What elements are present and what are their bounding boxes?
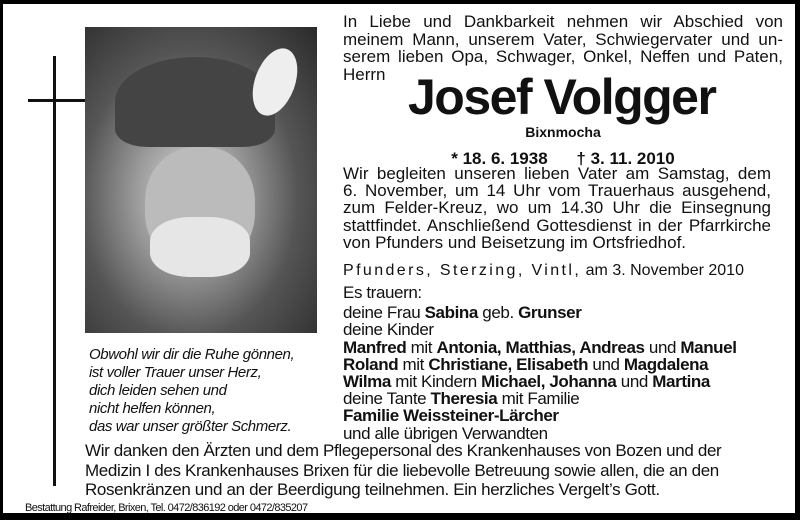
quote-line: nicht helfen können, — [89, 400, 216, 417]
mourner-text: und — [588, 354, 624, 374]
mourner-text: mit — [398, 354, 429, 374]
mourner-text: und — [644, 337, 681, 357]
place-towns: Pfunders, Sterzing, Vintl, — [343, 262, 582, 279]
mourner-name: Familie Weissteiner-Lärcher — [343, 406, 559, 426]
cross-icon — [53, 56, 56, 486]
mourner-name: Christiane, Elisabeth — [428, 354, 589, 374]
cross-icon-bar — [28, 99, 85, 102]
funeral-line: von Pfunders und Beisetzung im Ortsfriedhof. — [343, 232, 687, 252]
mourner-line — [343, 390, 737, 407]
birth-date: * 18. 6. 1938 — [451, 149, 548, 168]
mourner-line — [343, 304, 737, 321]
mourner-text: geb. — [477, 303, 519, 323]
mourner-text: und alle übrigen Verwandten — [343, 423, 548, 443]
funeral-line: stattfindet. Anschließend Gottesdienst in der Pfarrkirche — [343, 215, 771, 235]
mourner-name: Theresia — [430, 389, 498, 409]
mourner-text: mit Kindern — [390, 372, 482, 392]
mourner-text: und — [616, 372, 653, 392]
deceased-alias: Bixnmocha — [525, 124, 601, 140]
mourner-text: deine Tante — [343, 389, 431, 409]
mourner-name: Sabina — [424, 303, 478, 323]
mourner-text: deine Frau — [343, 303, 425, 323]
quote-line: Obwohl wir dir die Ruhe gönnen, — [89, 346, 295, 363]
mourner-text: deine Kinder — [343, 320, 434, 340]
thanks-text — [85, 441, 785, 500]
quote-line: das war unser größter Schmerz. — [89, 418, 292, 435]
mourner-name: Grunser — [518, 303, 582, 323]
mourner-text: mit — [406, 337, 437, 357]
memorial-quote — [89, 346, 294, 436]
mourner-name: Manfred — [343, 337, 407, 357]
funeral-line: zum Felder-Kreuz, wo um 14.30 Uhr die Einsegnung — [343, 198, 771, 218]
mourners-list — [343, 284, 737, 442]
thanks-line: Wir danken den Ärzten und dem Pflegepersonal des Krankenhauses von Bozen und der — [85, 441, 722, 460]
mourner-name: Manuel — [680, 337, 737, 357]
obituary-notice — [3, 4, 795, 513]
mourner-text: mit Familie — [497, 389, 580, 409]
notice-date: am 3. November 2010 — [585, 262, 744, 279]
quote-line: ist voller Trauer unser Herz, — [89, 364, 262, 381]
mourner-name: Martina — [652, 372, 710, 392]
mourner-name: Antonia, Matthias, Andreas — [436, 337, 645, 357]
portrait-photo — [85, 27, 317, 333]
funeral-line: 6. November, um 14 Uhr vom Trauerhaus ausgehend, — [343, 181, 771, 201]
funeral-home-footer: Bestattung Rafreider, Brixen, Tel. 0472/836192 oder 0472/835207 — [25, 502, 308, 514]
intro-line: serem lieben Opa, Schwager, Onkel, Neffen und Paten, — [343, 47, 783, 66]
intro-line: meinem Mann, unserem Vater, Schwiegervater und un- — [343, 29, 783, 49]
intro-line: In Liebe und Dankbarkeit nehmen wir Abschied von — [343, 12, 783, 31]
place-and-date — [343, 262, 744, 280]
mourner-line — [343, 321, 737, 338]
mourner-name: Michael, Johanna — [481, 372, 617, 392]
mourner-name: Magdalena — [623, 354, 709, 374]
death-date: † 3. 11. 2010 — [576, 149, 675, 168]
mourner-line — [343, 339, 737, 356]
mourners-heading: Es trauern: — [343, 283, 422, 302]
photo-beard — [150, 217, 250, 277]
thanks-line: Medizin I des Krankenhauses Brixen für die liebevolle Betreuung sowie allen, die an den — [85, 460, 719, 480]
mourner-line — [343, 407, 737, 424]
mourner-name: Wilma — [343, 372, 391, 392]
funeral-details — [343, 165, 771, 251]
mourner-name: Roland — [343, 354, 399, 374]
photo-hat — [115, 57, 275, 147]
quote-line: dich leiden sehen und — [89, 382, 227, 399]
funeral-line: Wir begleiten unseren lieben Vater am Samstag, dem — [343, 164, 771, 183]
mourner-line — [343, 425, 737, 442]
mourner-line — [343, 356, 737, 373]
thanks-line: Rosenkränzen und an der Beerdigung teilnehmen. Ein herzliches Vergelt’s Gott. — [85, 480, 660, 499]
deceased-name: Josef Volgger — [408, 69, 716, 125]
intro-line: Herrn — [343, 64, 386, 84]
mourner-line — [343, 373, 737, 390]
